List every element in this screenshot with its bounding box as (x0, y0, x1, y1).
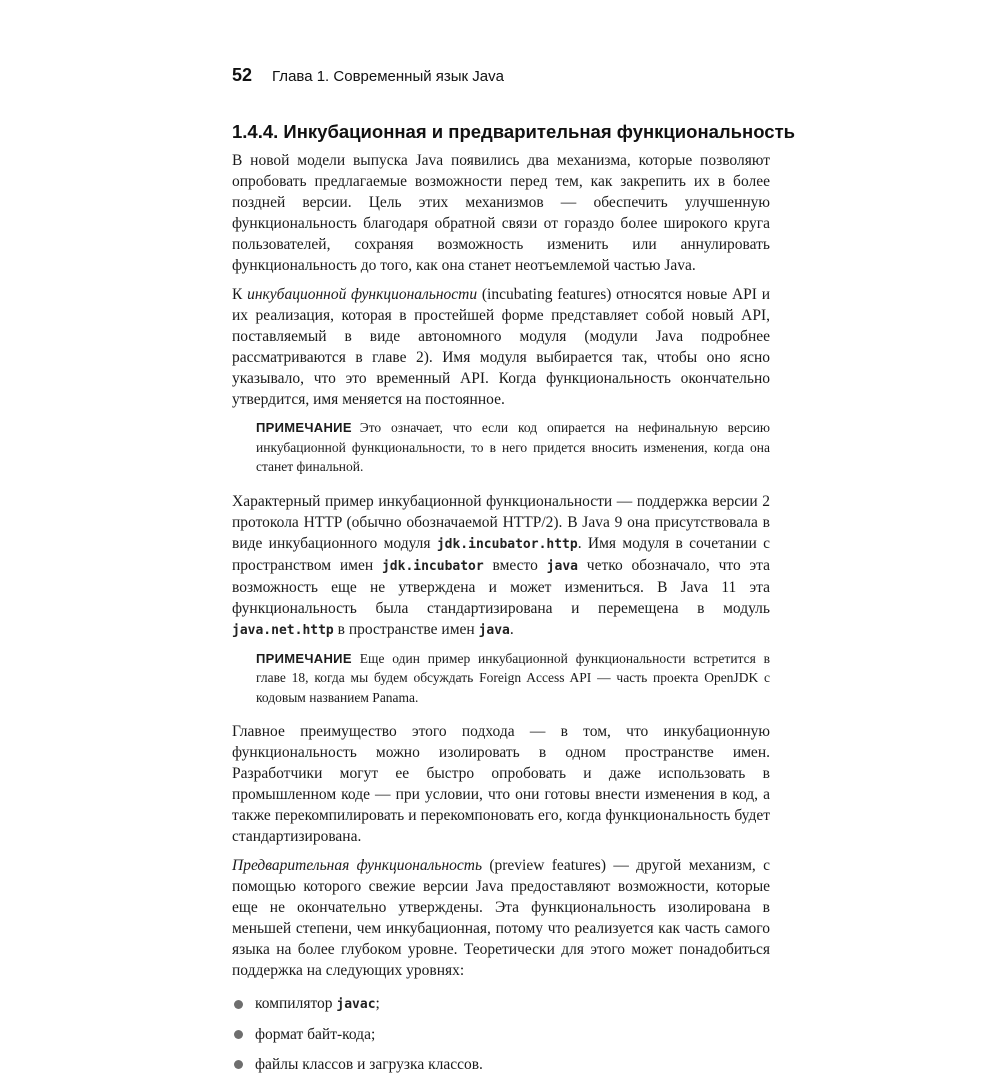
list-item (232, 993, 770, 1015)
paragraph-text: . Имя модуля в сочетании с пространством имен (232, 534, 770, 574)
section-title: 1.4.4. Инкубационная и предварительная функциональность (232, 121, 796, 142)
code-jdk-incubator-http: jdk.incubator.http (436, 536, 578, 552)
paragraph-text: в пространстве имен (333, 620, 479, 638)
note-label: ПРИМЕЧАНИЕ (256, 420, 352, 435)
paragraph-text: (preview features) — другой механизм, с помощью которого свежие версии Java предоставляют возможности, которые еще не окончательно утверждены. Эта функциональность изолирована в меньшей степени, чем инкубационная, потому что реализуется как часть самого языка на более глубоком уровне. Теоретически для этого может понадобиться поддержка на следующих уровнях: (232, 857, 770, 979)
paragraph-intro: В новой модели выпуска Java появились два механизма, которые позволяют опробовать предлагаемые возможности перед тем, как закрепить их в более поздней версии. Цель этих механизмов — обеспечить улучшенную функциональность благодаря обратной связи от гораздо более широкого круга пользователей, сохраняя возможность изменить или аннулировать функциональность до того, как она станет неотъемлемой частью Java. (232, 152, 770, 274)
chapter-title: Глава 1. Современный язык Java (272, 68, 504, 85)
paragraph-text: Характерный пример инкубационной функциональности — поддержка версии 2 протокола HTTP (обычно обозначаемой HTTP/2). В Java 9 она присутствовала в виде инкубационного модуля (232, 492, 770, 552)
paragraph-incubating (232, 284, 770, 410)
code-java-namespace: java (478, 622, 510, 638)
list-item-text: компилятор (255, 995, 337, 1012)
code-java: java (546, 558, 578, 574)
paragraph-lead: К (232, 286, 248, 303)
bullet-icon (234, 1030, 243, 1039)
list-item (232, 1054, 770, 1075)
bullet-list (232, 993, 770, 1075)
term-incubating-features: инкубационной функциональности (247, 286, 478, 303)
note-text: Еще один пример инкубационной функциональности встретится в главе 18, когда мы будем обсуждать Foreign Access API — часть проекта OpenJDK с кодовым названием Panama. (256, 650, 770, 705)
bullet-icon (234, 1060, 243, 1069)
note-label: ПРИМЕЧАНИЕ (256, 650, 352, 666)
running-head (232, 64, 770, 90)
bullet-icon (234, 1000, 243, 1009)
list-item-text: формат байт-кода; (255, 1026, 376, 1043)
paragraph-advantage: Главное преимущество этого подхода — в том, что инкубационную функциональность можно изолировать в одном пространстве имен. Разработчики могут ее быстро опробовать и даже использовать в промышленном коде — при условии, что они готовы внести изменения в код, а также перекомпилировать и перекомпоновать его, когда функциональность будет стандартизирована. (232, 723, 770, 845)
note-block (256, 649, 770, 708)
paragraph-text: (incubating features) относятся новые API и их реализация, которая в простейшей форме представляет собой новый API, поставляемый в виде автономного модуля (модули Java подробнее рассматриваются в главе 2). Имя модуля выбирается так, чтобы оно ясно указывало, что это временный API. Когда функциональность окончательно утвердится, имя меняется на постоянное. (232, 286, 770, 408)
paragraph-text: . (509, 620, 514, 638)
code-java-net-http: java.net.http (232, 622, 334, 638)
page-number: 52 (232, 65, 253, 85)
code-javac: javac (336, 997, 376, 1012)
paragraph-preview (232, 855, 770, 981)
paragraph-text: четко обозначало, что эта возможность еще не утверждена и может измениться. В Java 11 эта функциональность была стандартизирована и перемещена в модуль (232, 556, 770, 617)
note-text: Это означает, что если код опирается на нефинальную версию инкубационной функциональности, то в него придется вносить изменения, когда она станет финальной. (256, 420, 770, 474)
list-item-text: ; (375, 995, 380, 1012)
list-item-text: файлы классов и загрузка классов. (255, 1056, 483, 1073)
text-column (232, 64, 796, 1084)
paragraph-http2-example (232, 491, 770, 641)
code-jdk-incubator: jdk.incubator (381, 558, 484, 574)
paragraph-text: вместо (483, 556, 547, 574)
note-block (256, 418, 770, 477)
list-item (232, 1024, 770, 1045)
term-preview-features: Предварительная функциональность (232, 857, 483, 874)
